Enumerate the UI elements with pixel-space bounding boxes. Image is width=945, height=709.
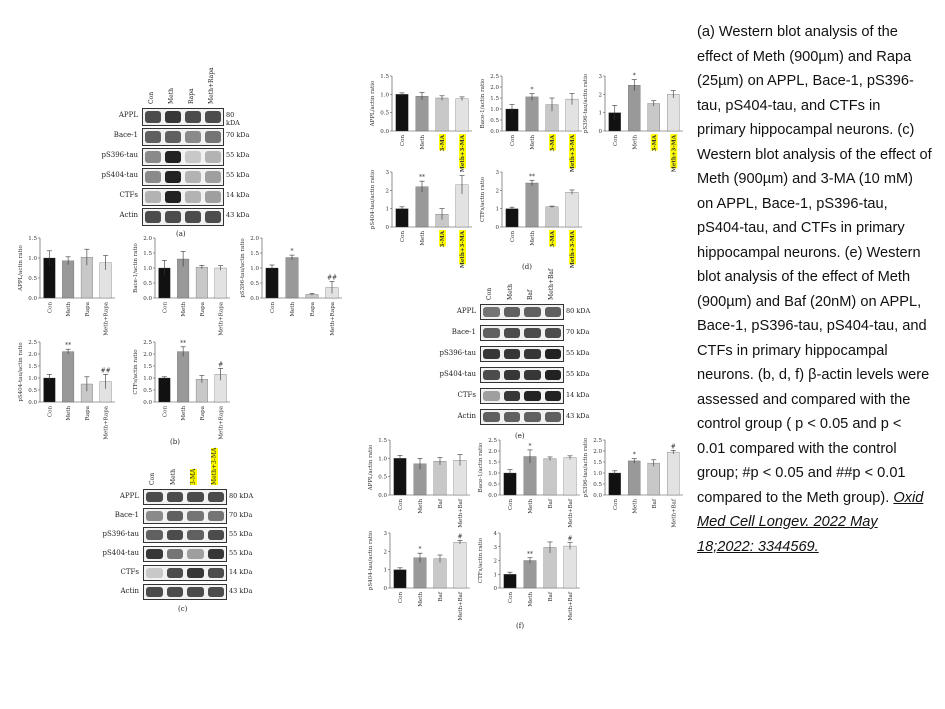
y-axis-label: CTFs/actin ratio xyxy=(478,537,484,584)
bar xyxy=(62,261,74,298)
y-tick-label: 1.0 xyxy=(28,256,37,262)
y-tick-label: 2 xyxy=(598,92,602,99)
category-label: Meth xyxy=(530,135,536,150)
bar xyxy=(416,96,428,131)
bar xyxy=(506,209,518,227)
blot-row-size: 80 kDA xyxy=(566,307,591,315)
significance-mark: * xyxy=(632,72,636,80)
y-tick-label: 3 xyxy=(493,544,497,551)
significance-mark: ## xyxy=(326,274,338,282)
category-label: Meth+3-MA xyxy=(460,231,466,269)
y-tick-label: 2 xyxy=(495,188,499,195)
category-label: Meth+Baf xyxy=(568,499,574,528)
y-tick-label: 2.0 xyxy=(143,352,152,358)
category-label: 3-MA xyxy=(440,135,446,152)
citation-link[interactable]: Oxid Med Cell Longev. 2022 May 18;2022: 3344569. xyxy=(697,489,924,555)
category-label: Meth+3-MA xyxy=(570,135,576,173)
blot-row-size: 70 kDa xyxy=(566,328,590,336)
blot-row-label: Bace-1 xyxy=(114,511,139,519)
category-label: Meth+Rapa xyxy=(103,302,110,336)
y-tick-label: 0.5 xyxy=(143,281,152,287)
panel-label-b: (b) xyxy=(170,438,180,446)
category-label: Meth+Rapa xyxy=(103,406,110,440)
bar-chart-d xyxy=(583,73,683,173)
y-tick-label: 2 xyxy=(385,188,389,195)
significance-mark: ** xyxy=(419,174,425,182)
y-axis-label: pS396-tau/actin ratio xyxy=(240,238,246,298)
bar xyxy=(544,459,556,495)
bar xyxy=(159,378,171,402)
blot-row-label: Bace-1 xyxy=(113,131,138,139)
category-label: Meth+3-MA xyxy=(570,231,576,269)
y-tick-label: 0.5 xyxy=(28,388,37,394)
y-tick-label: 1.5 xyxy=(380,74,389,80)
y-tick-label: 3 xyxy=(598,74,602,80)
figure-caption xyxy=(697,20,933,559)
category-label: Meth+3-MA xyxy=(460,135,466,173)
y-tick-label: 0.0 xyxy=(380,129,389,135)
y-tick-label: 2 xyxy=(493,558,497,565)
bar-chart-f xyxy=(368,438,470,528)
blot-row-label: pS396-tau xyxy=(439,349,476,357)
y-tick-label: 3 xyxy=(385,170,389,176)
bar xyxy=(564,458,576,495)
y-tick-label: 2.5 xyxy=(593,438,602,444)
y-tick-label: 0.5 xyxy=(593,482,602,488)
panel-label-f: (f) xyxy=(516,622,525,630)
y-tick-label: 1 xyxy=(495,206,499,213)
blot-row-label: pS404-tau xyxy=(439,370,476,378)
y-tick-label: 2.5 xyxy=(488,438,497,444)
category-label: Meth xyxy=(420,231,426,246)
category-label: Baf xyxy=(548,499,554,509)
category-label: Meth+3-MA xyxy=(671,135,678,173)
category-label: Con xyxy=(508,499,514,511)
category-label: Con xyxy=(162,406,169,418)
y-axis-label: pS396-tau/actin ratio xyxy=(583,437,589,498)
y-axis-label: CTFs/actin ratio xyxy=(480,176,486,223)
bar-chart-f xyxy=(583,437,683,527)
lane-label: Meth xyxy=(168,88,175,104)
y-tick-label: 0.5 xyxy=(380,110,389,117)
significance-mark: * xyxy=(632,451,636,459)
significance-mark: * xyxy=(418,546,422,554)
blot-row-label: Bace-1 xyxy=(451,328,476,336)
category-label: 3-MA xyxy=(550,231,556,248)
blot-row-size: 43 kDa xyxy=(229,587,253,595)
y-tick-label: 0.5 xyxy=(28,276,37,282)
bar xyxy=(667,94,679,131)
category-label: Meth xyxy=(528,592,534,607)
y-tick-label: 1.5 xyxy=(250,251,259,257)
blot-row-label: APPL xyxy=(456,307,476,315)
blot-row-label: Actin xyxy=(119,211,138,219)
blot-row-size: 14 kDa xyxy=(229,568,253,576)
bar xyxy=(524,561,536,589)
significance-mark: ** xyxy=(527,550,533,558)
blot-row-size: 55 kDa xyxy=(566,349,590,357)
category-label: Con xyxy=(400,231,406,243)
bar-chart-f xyxy=(368,530,470,620)
y-tick-label: 3 xyxy=(383,531,387,537)
y-axis-label: Bace-1/actin ratio xyxy=(133,243,139,293)
lane-label: Meth+3-MA xyxy=(210,447,218,485)
category-label: Meth+Rapa xyxy=(330,302,336,336)
y-tick-label: 0.0 xyxy=(488,493,497,499)
y-tick-label: 0.5 xyxy=(143,388,152,394)
category-label: Con xyxy=(510,231,516,243)
bar xyxy=(544,547,556,588)
bar-chart-b xyxy=(18,236,115,336)
blot-row-label: APPL xyxy=(118,111,138,119)
y-tick-label: 1.5 xyxy=(593,460,602,466)
lane-label: Baf xyxy=(527,289,534,300)
category-label: Meth+Baf xyxy=(458,592,464,621)
y-tick-label: 0.0 xyxy=(490,129,499,135)
blot-row-size: 43 kDa xyxy=(566,412,590,420)
bar xyxy=(564,546,576,588)
category-label: Con xyxy=(510,135,516,147)
y-tick-label: 1.0 xyxy=(143,266,152,272)
panel-label-d: (d) xyxy=(522,263,532,271)
bar xyxy=(62,352,74,402)
bar xyxy=(416,187,428,227)
lane-label: Con xyxy=(486,287,493,300)
category-label: Meth xyxy=(66,406,73,421)
category-label: Con xyxy=(270,302,276,314)
significance-mark: ** xyxy=(529,173,535,181)
blot-row-size: 14 kDa xyxy=(226,191,250,199)
blot-panel-label: (c) xyxy=(178,605,188,613)
y-tick-label: 0 xyxy=(495,225,499,231)
blot-row-label: CTFs xyxy=(120,568,139,576)
y-axis-label: pS404-tau/actin ratio xyxy=(18,342,24,402)
lane-label: Rapa xyxy=(188,88,195,104)
y-tick-label: 1.5 xyxy=(28,236,37,242)
blot-row-size: 55 kDa xyxy=(226,151,250,159)
category-label: Rapa xyxy=(84,302,91,317)
blot-row-size: 55 kDa xyxy=(229,530,253,538)
category-label: Con xyxy=(398,592,404,604)
category-label: Meth xyxy=(530,231,536,246)
y-tick-label: 1.5 xyxy=(143,364,152,370)
y-tick-label: 0 xyxy=(383,586,387,592)
category-label: Meth+Rapa xyxy=(218,406,225,440)
bar xyxy=(266,268,278,298)
category-label: Meth+Baf xyxy=(671,499,678,528)
y-tick-label: 2.0 xyxy=(490,85,499,91)
bar xyxy=(396,209,408,227)
significance-mark: * xyxy=(290,248,294,256)
lane-label: Meth+Rapa xyxy=(208,67,215,104)
bar xyxy=(215,268,227,298)
y-tick-label: 2.0 xyxy=(143,236,152,242)
blot-row-label: Actin xyxy=(120,587,139,595)
y-tick-label: 1.5 xyxy=(488,460,497,466)
y-tick-label: 2 xyxy=(383,549,387,556)
category-label: 3-MA xyxy=(440,231,446,248)
category-label: Baf xyxy=(438,592,444,602)
significance-mark: # xyxy=(670,443,676,451)
blot-row-label: pS404-tau xyxy=(101,171,138,179)
y-axis-label: pS404-tau/actin ratio xyxy=(370,169,376,230)
bar xyxy=(609,473,621,495)
y-tick-label: 0.0 xyxy=(250,296,259,302)
bar xyxy=(526,183,538,227)
category-label: 3-MA xyxy=(550,135,556,152)
category-label: Meth xyxy=(632,499,639,514)
bar-chart-b xyxy=(240,236,342,336)
bar xyxy=(436,98,448,131)
bar-chart-b xyxy=(18,340,115,440)
bar xyxy=(526,97,538,131)
category-label: Rapa xyxy=(310,302,316,317)
bar xyxy=(566,192,578,227)
y-tick-label: 2.0 xyxy=(28,352,37,358)
y-tick-label: 1.0 xyxy=(488,471,497,477)
bar xyxy=(628,85,640,131)
y-tick-label: 0.0 xyxy=(28,400,37,406)
category-label: Rapa xyxy=(199,406,206,421)
blot-row-label: pS396-tau xyxy=(102,530,139,538)
significance-mark: * xyxy=(528,442,532,450)
lane-label: Con xyxy=(149,472,156,485)
category-label: Meth xyxy=(528,499,534,514)
y-tick-label: 1.5 xyxy=(490,96,499,102)
y-axis-label: pS396-tau/actin ratio xyxy=(583,73,589,134)
y-tick-label: 0.5 xyxy=(378,474,387,481)
y-tick-label: 0.5 xyxy=(488,482,497,488)
y-axis-label: APPL/actin ratio xyxy=(370,80,376,127)
bar xyxy=(434,559,446,588)
y-tick-label: 0 xyxy=(385,225,389,231)
category-label: Con xyxy=(398,499,404,511)
category-label: Baf xyxy=(548,592,554,602)
lane-label: 3-MA xyxy=(190,468,197,485)
bar xyxy=(648,104,660,132)
bar-chart-d xyxy=(480,74,582,172)
blot-row-label: pS396-tau xyxy=(101,151,138,159)
category-label: Con xyxy=(612,499,619,511)
y-tick-label: 1 xyxy=(493,572,497,579)
category-label: Con xyxy=(47,302,54,314)
y-tick-label: 2.0 xyxy=(593,449,602,455)
blot-row-size: 55 kDa xyxy=(566,370,590,378)
bar-chart-d xyxy=(370,74,472,172)
blot-row-size: 14 kDa xyxy=(566,391,590,399)
y-tick-label: 0 xyxy=(493,586,497,592)
y-tick-label: 2.5 xyxy=(143,340,152,346)
category-label: Meth xyxy=(632,135,639,150)
bar-chart-f xyxy=(478,531,580,621)
significance-mark: # xyxy=(457,533,463,541)
category-label: Meth xyxy=(420,135,426,150)
bar xyxy=(456,99,468,131)
y-tick-label: 1 xyxy=(383,567,387,574)
bar xyxy=(667,452,679,495)
y-tick-label: 1.0 xyxy=(250,266,259,272)
category-label: Meth+Baf xyxy=(568,592,574,621)
bar xyxy=(454,542,466,588)
y-tick-label: 1.0 xyxy=(593,471,602,477)
blot-panel-label: (a) xyxy=(176,230,186,238)
category-label: Baf xyxy=(438,499,444,509)
blot-row-label: APPL xyxy=(119,492,139,500)
y-tick-label: 1.0 xyxy=(380,92,389,99)
blot-row-size: 70 kDa xyxy=(226,131,250,139)
y-tick-label: 0.5 xyxy=(490,118,499,124)
y-tick-label: 1 xyxy=(598,110,602,117)
category-label: Rapa xyxy=(199,302,206,317)
significance-mark: ## xyxy=(100,367,111,375)
blot-row-size: 55 kDa xyxy=(226,171,250,179)
bar-chart-b xyxy=(133,340,230,440)
y-axis-label: pS404-tau/actin ratio xyxy=(368,530,374,591)
category-label: Meth xyxy=(181,406,188,421)
bar xyxy=(196,267,208,298)
y-axis-label: Bace-1/actin ratio xyxy=(480,78,486,129)
bar-chart-d xyxy=(370,169,472,268)
significance-mark: * xyxy=(530,86,534,94)
category-label: Con xyxy=(612,135,619,147)
y-tick-label: 0.0 xyxy=(143,296,152,302)
bar xyxy=(648,463,660,495)
blot-row-label: Actin xyxy=(457,412,476,420)
lane-label: Meth xyxy=(169,469,177,485)
category-label: 3-MA xyxy=(651,135,658,152)
category-label: Con xyxy=(162,302,169,314)
y-tick-label: 3 xyxy=(495,170,499,176)
y-tick-label: 0.0 xyxy=(143,400,152,406)
category-label: Rapa xyxy=(84,406,91,421)
y-tick-label: 2.5 xyxy=(490,74,499,80)
category-label: Baf xyxy=(651,499,658,509)
category-label: Con xyxy=(508,592,514,604)
blot-row-label: pS404-tau xyxy=(102,549,139,557)
bar xyxy=(396,94,408,131)
caption-text: (a) Western blot analysis of the effect of Meth (900µm) and Rapa (25µm) on APPL, Bace-1, pS396-tau, pS404-tau, and CTFs in primary hippocampal neurons. (c) Western blot analysis of the effect of Meth (900µm) and 3-MA (10 mM) on APPL, Bace-1, pS396-tau, pS404-tau, and CTFs in primary hippocampal neurons. (e) Western blot analysis of the effect of Meth (900µm) and Baf (20nM) on APPL, Bace-1, pS396-tau, pS404-tau, and CTFs in primary hippocampal neurons. (b, d, f) β-actin levels were assessed and compared with the control group ( p < 0.05 and p < 0.01 compared with the control group; #p < 0.05 and ##p < 0.01 compared to the Meth group). xyxy=(697,24,932,506)
significance-mark: # xyxy=(567,535,573,543)
y-axis-label: CTFs/actin ratio xyxy=(133,349,139,395)
bar xyxy=(177,352,189,402)
y-tick-label: 0.0 xyxy=(28,296,37,302)
category-label: Meth xyxy=(418,592,424,607)
y-tick-label: 2.0 xyxy=(488,449,497,455)
y-axis-label: APPL/actin ratio xyxy=(18,245,24,291)
blot-row-size: 80 kDA xyxy=(229,492,254,500)
category-label: Meth xyxy=(418,499,424,514)
category-label: Meth xyxy=(181,302,188,317)
significance-mark: # xyxy=(218,361,224,369)
bar-chart-f xyxy=(478,438,580,528)
y-tick-label: 0.5 xyxy=(250,281,259,287)
y-tick-label: 0.0 xyxy=(593,493,602,499)
bar xyxy=(286,258,298,299)
significance-mark: ** xyxy=(65,342,72,350)
y-tick-label: 4 xyxy=(493,531,497,537)
category-label: Meth xyxy=(290,302,296,317)
category-label: Con xyxy=(400,135,406,147)
blot-row-label: CTFs xyxy=(119,191,138,199)
blot-row-size: 43 kDa xyxy=(226,211,250,219)
y-tick-label: 1.0 xyxy=(28,376,37,382)
y-axis-label: APPL/actin ratio xyxy=(368,444,374,491)
y-tick-label: 1.0 xyxy=(143,376,152,382)
y-tick-label: 1.5 xyxy=(378,438,387,444)
y-tick-label: 1.0 xyxy=(490,107,499,113)
category-label: Meth+Baf xyxy=(458,499,464,528)
lane-label: Meth xyxy=(506,284,514,300)
bar xyxy=(434,461,446,495)
bar-chart-b xyxy=(133,236,230,336)
bar xyxy=(394,458,406,495)
blot-row-size: 80 kDA xyxy=(226,111,240,127)
y-tick-label: 1.0 xyxy=(378,456,387,463)
lane-label: Meth+Baf xyxy=(547,268,555,300)
y-tick-label: 1.5 xyxy=(28,364,37,370)
bar-chart-d xyxy=(480,170,582,268)
category-label: Meth xyxy=(66,302,73,317)
y-tick-label: 1.5 xyxy=(143,251,152,257)
blot-row-size: 55 kDa xyxy=(229,549,253,557)
blot-row-size: 70 kDa xyxy=(229,511,253,519)
y-tick-label: 2.5 xyxy=(28,340,37,346)
category-label: Meth+Rapa xyxy=(218,302,225,336)
significance-mark: ** xyxy=(180,339,187,347)
y-tick-label: 2.0 xyxy=(250,236,259,242)
bar xyxy=(394,570,406,588)
category-label: Con xyxy=(47,406,54,418)
y-tick-label: 1 xyxy=(385,206,389,213)
lane-label: Con xyxy=(148,91,155,104)
blot-row-label: CTFs xyxy=(457,391,476,399)
y-tick-label: 0 xyxy=(598,129,602,135)
y-tick-label: 0.0 xyxy=(378,493,387,499)
y-axis-label: Bace-1/actin ratio xyxy=(478,442,484,493)
blot-panel-label: (e) xyxy=(515,432,525,440)
bar xyxy=(628,461,640,495)
bar xyxy=(546,207,558,227)
